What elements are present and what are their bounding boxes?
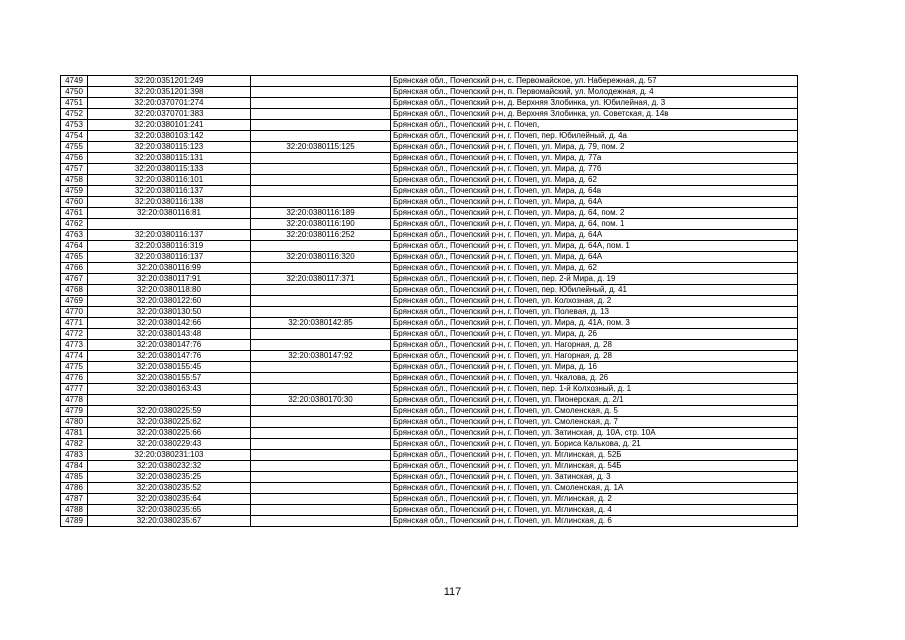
table-row [61, 516, 798, 527]
row-number-cell: 4769 [61, 296, 88, 307]
row-number-cell: 4755 [61, 142, 88, 153]
cadastral-number-cell: 32:20:0380147:76 [88, 351, 251, 362]
row-number-cell: 4761 [61, 208, 88, 219]
row-number-cell: 4781 [61, 428, 88, 439]
row-number-cell: 4759 [61, 186, 88, 197]
address-cell: Брянская обл., Почепский р-н, г. Почеп, пер. 2-й Мира, д. 19 [391, 274, 798, 285]
linked-cadastral-number-cell: 32:20:0380116:320 [251, 252, 391, 263]
address-cell: Брянская обл., Почепский р-н, г. Почеп, ул. Мира, д. 26 [391, 329, 798, 340]
table-row [61, 461, 798, 472]
address-cell: Брянская обл., Почепский р-н, г. Почеп, ул. Мглинская, д. 6 [391, 516, 798, 527]
row-number-cell: 4749 [61, 76, 88, 87]
row-number-cell: 4767 [61, 274, 88, 285]
table-row [61, 450, 798, 461]
address-cell: Брянская обл., Почепский р-н, г. Почеп, ул. Мира, д. 64, пом. 2 [391, 208, 798, 219]
cadastral-number-cell: 32:20:0380118:80 [88, 285, 251, 296]
row-number-cell: 4772 [61, 329, 88, 340]
table-row [61, 76, 798, 87]
row-number-cell: 4752 [61, 109, 88, 120]
linked-cadastral-number-cell [251, 76, 391, 87]
linked-cadastral-number-cell [251, 263, 391, 274]
linked-cadastral-number-cell: 32:20:0380142:85 [251, 318, 391, 329]
linked-cadastral-number-cell [251, 494, 391, 505]
address-cell: Брянская обл., Почепский р-н, с. Первомайское, ул. Набережная, д. 57 [391, 76, 798, 87]
cadastral-number-cell: 32:20:0380116:137 [88, 230, 251, 241]
cadastral-number-cell: 32:20:0380147:76 [88, 340, 251, 351]
address-cell: Брянская обл., Почепский р-н, г. Почеп, ул. Мира, д. 64в [391, 186, 798, 197]
linked-cadastral-number-cell: 32:20:0380170:30 [251, 395, 391, 406]
row-number-cell: 4774 [61, 351, 88, 362]
table-row [61, 230, 798, 241]
row-number-cell: 4753 [61, 120, 88, 131]
table-row [61, 164, 798, 175]
cadastral-number-cell: 32:20:0380115:123 [88, 142, 251, 153]
row-number-cell: 4770 [61, 307, 88, 318]
address-cell: Брянская обл., Почепский р-н, г. Почеп, ул. Мира, д. 41А, пом. 3 [391, 318, 798, 329]
linked-cadastral-number-cell [251, 241, 391, 252]
table-row [61, 263, 798, 274]
linked-cadastral-number-cell: 32:20:0380117:371 [251, 274, 391, 285]
table-row [61, 483, 798, 494]
table-row [61, 296, 798, 307]
linked-cadastral-number-cell [251, 186, 391, 197]
cadastral-number-cell [88, 219, 251, 230]
table-row [61, 340, 798, 351]
row-number-cell: 4763 [61, 230, 88, 241]
table-row [61, 318, 798, 329]
table-row [61, 252, 798, 263]
row-number-cell: 4771 [61, 318, 88, 329]
address-cell: Брянская обл., Почепский р-н, г. Почеп, ул. Мира, д. 77а [391, 153, 798, 164]
address-cell: Брянская обл., Почепский р-н, г. Почеп, ул. Полевая, д. 13 [391, 307, 798, 318]
table-row [61, 494, 798, 505]
address-cell: Брянская обл., Почепский р-н, г. Почеп, ул. Мира, д. 62 [391, 175, 798, 186]
linked-cadastral-number-cell: 32:20:0380115:125 [251, 142, 391, 153]
linked-cadastral-number-cell [251, 120, 391, 131]
linked-cadastral-number-cell [251, 439, 391, 450]
row-number-cell: 4779 [61, 406, 88, 417]
cadastral-number-cell: 32:20:0370701:274 [88, 98, 251, 109]
linked-cadastral-number-cell [251, 406, 391, 417]
cadastral-number-cell: 32:20:0380142:66 [88, 318, 251, 329]
table-row [61, 362, 798, 373]
table-row [61, 395, 798, 406]
row-number-cell: 4784 [61, 461, 88, 472]
linked-cadastral-number-cell [251, 516, 391, 527]
cadastral-number-cell: 32:20:0380163:43 [88, 384, 251, 395]
cadastral-number-cell: 32:20:0380235:52 [88, 483, 251, 494]
cadastral-number-cell: 32:20:0380155:57 [88, 373, 251, 384]
address-cell: Брянская обл., Почепский р-н, д. Верхняя Злобинка, ул. Юбилейная, д. 3 [391, 98, 798, 109]
cadastral-number-cell: 32:20:0380225:62 [88, 417, 251, 428]
address-cell: Брянская обл., Почепский р-н, г. Почеп, ул. Мира, д. 64А [391, 230, 798, 241]
address-cell: Брянская обл., Почепский р-н, г. Почеп, пер. Юбилейный, д. 4а [391, 131, 798, 142]
row-number-cell: 4789 [61, 516, 88, 527]
cadastral-number-cell: 32:20:0380235:65 [88, 505, 251, 516]
row-number-cell: 4777 [61, 384, 88, 395]
row-number-cell: 4766 [61, 263, 88, 274]
address-cell: Брянская обл., Почепский р-н, г. Почеп, ул. Бориса Калькова, д. 21 [391, 439, 798, 450]
cadastral-number-cell: 32:20:0380116:137 [88, 252, 251, 263]
linked-cadastral-number-cell [251, 340, 391, 351]
linked-cadastral-number-cell: 32:20:0380116:190 [251, 219, 391, 230]
linked-cadastral-number-cell: 32:20:0380116:189 [251, 208, 391, 219]
address-cell: Брянская обл., Почепский р-н, г. Почеп, ул. Затинская, д. 3 [391, 472, 798, 483]
cadastral-number-cell: 32:20:0380229:43 [88, 439, 251, 450]
address-cell: Брянская обл., Почепский р-н, г. Почеп, ул. Мира, д. 62 [391, 263, 798, 274]
cadastral-number-cell: 32:20:0380130:50 [88, 307, 251, 318]
row-number-cell: 4764 [61, 241, 88, 252]
cadastral-number-cell: 32:20:0380232:32 [88, 461, 251, 472]
row-number-cell: 4783 [61, 450, 88, 461]
row-number-cell: 4785 [61, 472, 88, 483]
address-cell: Брянская обл., Почепский р-н, г. Почеп, ул. Мира, д. 64, пом. 1 [391, 219, 798, 230]
row-number-cell: 4780 [61, 417, 88, 428]
row-number-cell: 4758 [61, 175, 88, 186]
linked-cadastral-number-cell [251, 307, 391, 318]
address-cell: Брянская обл., Почепский р-н, д. Верхняя Злобинка, ул. Советская, д. 14в [391, 109, 798, 120]
table-body [61, 76, 798, 527]
table-row [61, 241, 798, 252]
table-row [61, 472, 798, 483]
cadastral-number-cell [88, 395, 251, 406]
address-cell: Брянская обл., Почепский р-н, г. Почеп, ул. Мира, д. 64А [391, 197, 798, 208]
cadastral-number-cell: 32:20:0380117:91 [88, 274, 251, 285]
address-cell: Брянская обл., Почепский р-н, г. Почеп, ул. Мглинская, д. 4 [391, 505, 798, 516]
linked-cadastral-number-cell [251, 373, 391, 384]
linked-cadastral-number-cell: 32:20:0380147:92 [251, 351, 391, 362]
linked-cadastral-number-cell [251, 98, 391, 109]
table-row [61, 197, 798, 208]
row-number-cell: 4768 [61, 285, 88, 296]
cadastral-number-cell: 32:20:0380116:101 [88, 175, 251, 186]
row-number-cell: 4788 [61, 505, 88, 516]
address-cell: Брянская обл., Почепский р-н, г. Почеп, пер. Юбилейный, д. 41 [391, 285, 798, 296]
row-number-cell: 4760 [61, 197, 88, 208]
address-cell: Брянская обл., Почепский р-н, г. Почеп, пер. 1-й Колхозный, д. 1 [391, 384, 798, 395]
address-cell: Брянская обл., Почепский р-н, г. Почеп, ул. Мира, д. 64А [391, 252, 798, 263]
row-number-cell: 4778 [61, 395, 88, 406]
table-row [61, 406, 798, 417]
linked-cadastral-number-cell [251, 164, 391, 175]
table-row [61, 428, 798, 439]
address-cell: Брянская обл., Почепский р-н, г. Почеп, [391, 120, 798, 131]
table-row [61, 505, 798, 516]
row-number-cell: 4765 [61, 252, 88, 263]
table-row [61, 186, 798, 197]
address-cell: Брянская обл., Почепский р-н, г. Почеп, ул. Смоленская, д. 5 [391, 406, 798, 417]
address-cell: Брянская обл., Почепский р-н, г. Почеп, ул. Чкалова, д. 26 [391, 373, 798, 384]
cadastral-number-cell: 32:20:0380231:103 [88, 450, 251, 461]
row-number-cell: 4751 [61, 98, 88, 109]
address-cell: Брянская обл., Почепский р-н, г. Почеп, ул. Мглинская, д. 52Б [391, 450, 798, 461]
table-row [61, 219, 798, 230]
linked-cadastral-number-cell [251, 483, 391, 494]
table-row [61, 142, 798, 153]
cadastral-number-cell: 32:20:0380116:319 [88, 241, 251, 252]
linked-cadastral-number-cell [251, 450, 391, 461]
address-cell: Брянская обл., Почепский р-н, г. Почеп, ул. Мглинская, д. 2 [391, 494, 798, 505]
address-cell: Брянская обл., Почепский р-н, г. Почеп, ул. Мира, д. 64А, пом. 1 [391, 241, 798, 252]
linked-cadastral-number-cell [251, 131, 391, 142]
cadastral-number-cell: 32:20:0380116:99 [88, 263, 251, 274]
cadastral-table [60, 75, 798, 527]
cadastral-number-cell: 32:20:0380116:137 [88, 186, 251, 197]
linked-cadastral-number-cell [251, 417, 391, 428]
table-row [61, 329, 798, 340]
address-cell: Брянская обл., Почепский р-н, г. Почеп, ул. Нагорная, д. 28 [391, 340, 798, 351]
table-row [61, 351, 798, 362]
row-number-cell: 4776 [61, 373, 88, 384]
linked-cadastral-number-cell: 32:20:0380116:252 [251, 230, 391, 241]
table-row [61, 285, 798, 296]
cadastral-number-cell: 32:20:0351201:249 [88, 76, 251, 87]
cadastral-number-cell: 32:20:0380225:66 [88, 428, 251, 439]
linked-cadastral-number-cell [251, 153, 391, 164]
cadastral-number-cell: 32:20:0370701:383 [88, 109, 251, 120]
row-number-cell: 4786 [61, 483, 88, 494]
cadastral-number-cell: 32:20:0380116:138 [88, 197, 251, 208]
row-number-cell: 4750 [61, 87, 88, 98]
cadastral-number-cell: 32:20:0380235:64 [88, 494, 251, 505]
cadastral-number-cell: 32:20:0380115:131 [88, 153, 251, 164]
address-cell: Брянская обл., Почепский р-н, г. Почеп, ул. Смоленская, д. 7 [391, 417, 798, 428]
address-cell: Брянская обл., Почепский р-н, г. Почеп, ул. Мира, д. 16 [391, 362, 798, 373]
cadastral-number-cell: 32:20:0380101:241 [88, 120, 251, 131]
cadastral-number-cell: 32:20:0380115:133 [88, 164, 251, 175]
cadastral-number-cell: 32:20:0380155:45 [88, 362, 251, 373]
row-number-cell: 4782 [61, 439, 88, 450]
linked-cadastral-number-cell [251, 197, 391, 208]
linked-cadastral-number-cell [251, 175, 391, 186]
table-row [61, 153, 798, 164]
linked-cadastral-number-cell [251, 505, 391, 516]
linked-cadastral-number-cell [251, 472, 391, 483]
linked-cadastral-number-cell [251, 461, 391, 472]
linked-cadastral-number-cell [251, 87, 391, 98]
table-row [61, 131, 798, 142]
cadastral-number-cell: 32:20:0380235:67 [88, 516, 251, 527]
linked-cadastral-number-cell [251, 384, 391, 395]
table-row [61, 373, 798, 384]
row-number-cell: 4757 [61, 164, 88, 175]
address-cell: Брянская обл., Почепский р-н, г. Почеп, ул. Мглинская, д. 54Б [391, 461, 798, 472]
address-cell: Брянская обл., Почепский р-н, г. Почеп, ул. Смоленская, д. 1А [391, 483, 798, 494]
page-number: 117 [443, 586, 462, 598]
row-number-cell: 4773 [61, 340, 88, 351]
cadastral-number-cell: 32:20:0380235:25 [88, 472, 251, 483]
cadastral-number-cell: 32:20:0380122:60 [88, 296, 251, 307]
table-row [61, 98, 798, 109]
linked-cadastral-number-cell [251, 329, 391, 340]
linked-cadastral-number-cell [251, 296, 391, 307]
table-row [61, 87, 798, 98]
row-number-cell: 4775 [61, 362, 88, 373]
row-number-cell: 4756 [61, 153, 88, 164]
table-row [61, 175, 798, 186]
address-cell: Брянская обл., Почепский р-н, г. Почеп, ул. Мира, д. 77б [391, 164, 798, 175]
linked-cadastral-number-cell [251, 362, 391, 373]
address-cell: Брянская обл., Почепский р-н, г. Почеп, ул. Пионерская, д. 2/1 [391, 395, 798, 406]
address-cell: Брянская обл., Почепский р-н, г. Почеп, ул. Нагорная, д. 28 [391, 351, 798, 362]
row-number-cell: 4762 [61, 219, 88, 230]
table-row [61, 274, 798, 285]
address-cell: Брянская обл., Почепский р-н, г. Почеп, ул. Затинская, д. 10А, стр. 10А [391, 428, 798, 439]
linked-cadastral-number-cell [251, 285, 391, 296]
cadastral-number-cell: 32:20:0351201:398 [88, 87, 251, 98]
linked-cadastral-number-cell [251, 109, 391, 120]
table-row [61, 109, 798, 120]
table-row [61, 439, 798, 450]
address-cell: Брянская обл., Почепский р-н, п. Первомайский, ул. Молодежная, д. 4 [391, 87, 798, 98]
table-row [61, 208, 798, 219]
row-number-cell: 4787 [61, 494, 88, 505]
cadastral-number-cell: 32:20:0380143:48 [88, 329, 251, 340]
address-cell: Брянская обл., Почепский р-н, г. Почеп, ул. Мира, д. 79, пом. 2 [391, 142, 798, 153]
address-cell: Брянская обл., Почепский р-н, г. Почеп, ул. Колхозная, д. 2 [391, 296, 798, 307]
table-row [61, 384, 798, 395]
cadastral-number-cell: 32:20:0380225:59 [88, 406, 251, 417]
cadastral-number-cell: 32:20:0380116:81 [88, 208, 251, 219]
table-row [61, 120, 798, 131]
table-row [61, 307, 798, 318]
row-number-cell: 4754 [61, 131, 88, 142]
cadastral-number-cell: 32:20:0380103:142 [88, 131, 251, 142]
linked-cadastral-number-cell [251, 428, 391, 439]
table-row [61, 417, 798, 428]
